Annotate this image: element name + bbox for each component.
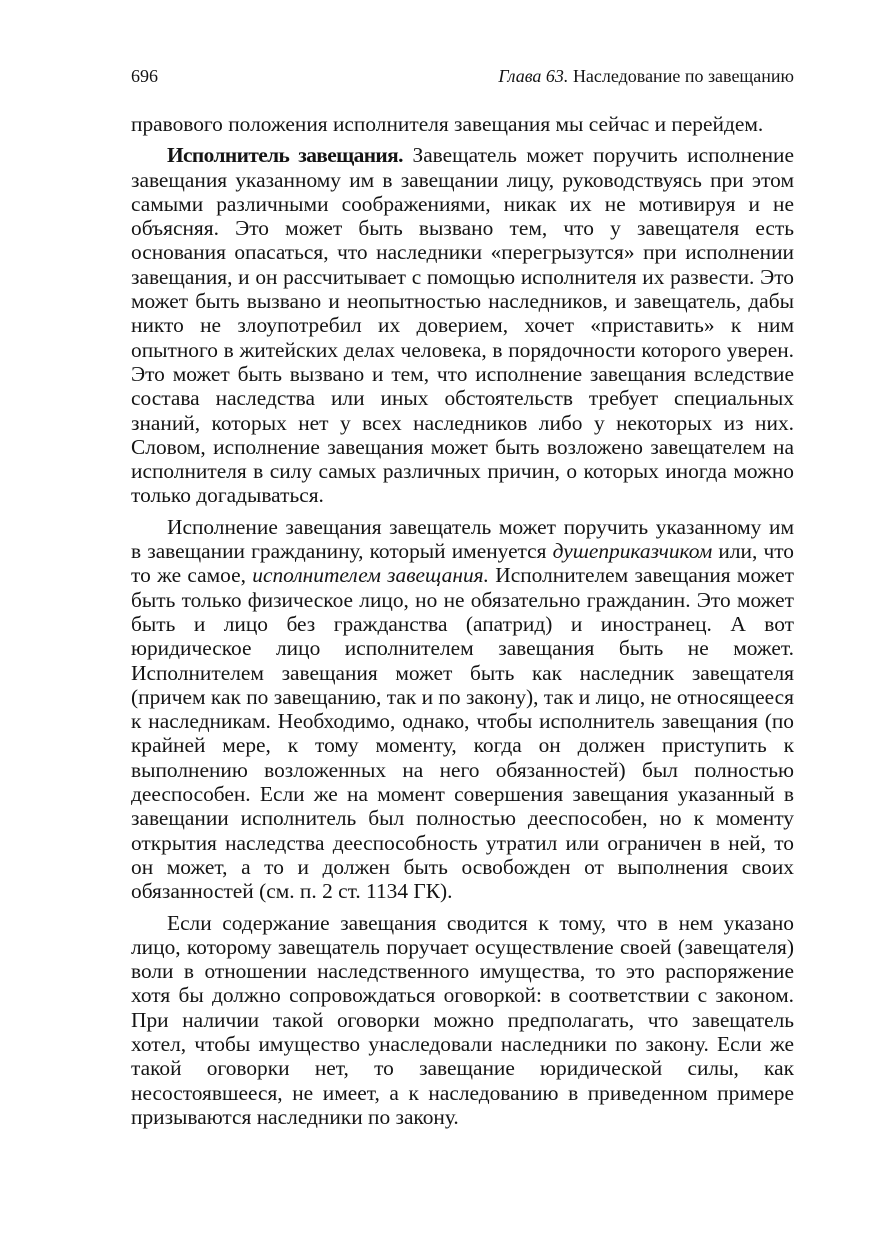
section-heading: Исполнитель завещания. [167,143,403,168]
chapter-title: Наследование по завещанию [572,66,794,86]
term-executor: исполнителем завещания. [252,563,489,588]
paragraph-text: или, что то же самое, [131,539,794,588]
chapter-label: Глава 63. [498,66,569,86]
paragraph-executor-intro [131,143,794,507]
paragraph-will-content: Если содержание завещания сводится к тому, что в нем указано лицо, которому завещатель поручает осуществление своей (завещателя) воли в отношении наследственного имущества, то это распоряжение хотя бы должно сопровождаться оговоркой: в соответствии с законом. При наличии такой оговорки можно предполагать, что завещатель хотел, чтобы имущество унаследовали наследники по закону. Если же такой оговорки нет, то завещание юридической силы, как несостоявшееся, не имеет, а к наследованию в приведенном примере призываются наследники по закону. [131,910,794,1129]
paragraph-continuation: правового положения исполнителя завещания мы сейчас и перейдем. [131,112,764,136]
text-body [131,112,794,1129]
page-header [131,66,794,96]
running-title [498,66,794,87]
term-dusheprikazchik: душеприказчиком [552,539,713,564]
paragraph-text: Завещатель может поручить исполнение завещания указанному им в завещании лицу, руководствуясь при этом самыми различными соображениями, никак их не мотивируя и не объясняя. Это может быть вызвано тем, что у завещателя есть основания опасаться, что наследники «перегрызутся» при исполнении завещания, и он рассчитывает с помощью исполнителя их развести. Это может быть вызвано и неопытностью наследников, и завещатель, дабы никто не злоупотребил их доверием, хочет «приставить» к ним опытного в житейских делах человека, в порядочности которого уверен. Это может быть вызвано и тем, что исполнение завещания вследствие состава наследства или иных обстоятельств требует специальных знаний, которых нет у всех наследников либо у некоторых из них. Словом, исполнение завещания может быть возложено завещателем на исполнителя в силу самых различных причин, о которых иногда можно только догадываться. [131,143,794,508]
page-number: 696 [131,66,158,86]
paragraph-text: Исполнителем завещания может быть только физическое лицо, но не обязательно гражданин. Это может быть и лицо без гражданства (апатрид) и иностранец. А вот юридическое лицо исполнителем завещания быть не может. Исполнителем завещания может быть как наследник завещателя (причем как по завещанию, так и по закону), так и лицо, не относящееся к наследникам. Необходимо, однако, чтобы исполнитель завещания (по крайней мере, к тому моменту, когда он должен приступить к выполнению возложенных на него обязанностей) был полностью дееспособен. Если же на момент совершения завещания указанный в завещании исполнитель был полностью дееспособен, но к моменту открытия наследства дееспособность утратил или ограничен в ней, то он может, а то и должен быть освобожден от выполнения своих обязанностей (см. п. 2 ст. 1134 ГК). [131,563,794,904]
paragraph-executor-definition [131,515,794,904]
paragraph-text: Исполнение завещания завещатель может поручить указанному им в завещании гражданину, который именуется [131,514,794,564]
